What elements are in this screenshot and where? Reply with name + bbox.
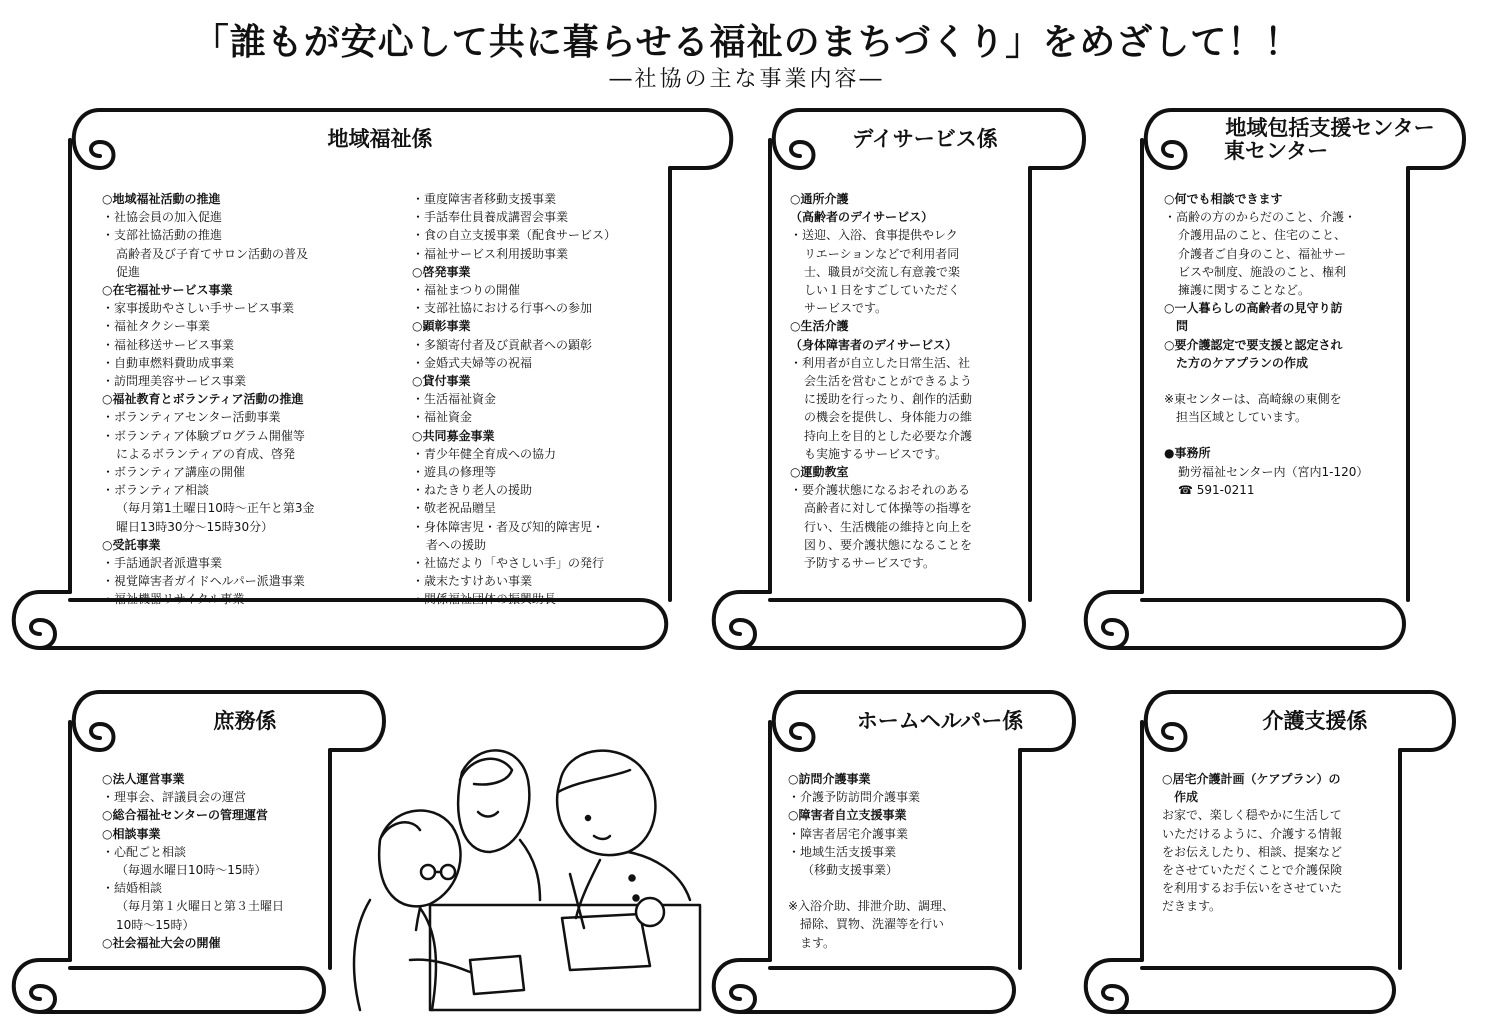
section-item-heading: ○啓発事業 (412, 264, 471, 279)
section-item-text: 促進 (116, 264, 141, 279)
section-item-text: （毎月第1土曜日10時～正午と第3金 (116, 501, 315, 516)
section-item-heading: ○運動教室 (790, 465, 849, 480)
section-item-text: 擁護に関することなど。 (1178, 283, 1311, 298)
heading-hokatsu-line2: 東センター (1224, 139, 1329, 163)
section-item-text: ・ねたきり老人の援助 (412, 483, 533, 498)
heading-hokatsu (1190, 117, 1470, 163)
section-item-text: ・支部社協における行事への参加 (412, 301, 593, 316)
heading-hokatsu-line1: 地域包括支援センター (1225, 116, 1435, 140)
section-item-text: 掃除、買物、洗濯等を行い (788, 917, 945, 932)
section-item-text: を利用するお手伝いをさせていた (1162, 881, 1343, 896)
section-item-text: 勤労福祉センター内（宮内1-120） (1178, 464, 1369, 479)
section-item-text: をさせていただくことで介護保険 (1162, 863, 1343, 878)
section-item-text: ・福祉資金 (412, 410, 473, 425)
section-item-text: 10時～15時） (116, 917, 195, 932)
section-item-text: ・生活福祉資金 (412, 392, 497, 407)
section-item-text: ・関係福祉団体の振興助長 (412, 592, 557, 607)
heading-day: デイサービス係 (852, 127, 998, 151)
heading-helper: ホームヘルパー係 (856, 709, 1024, 733)
body-helper (788, 770, 1013, 952)
section-item-text: ・障害者居宅介護事業 (788, 826, 909, 841)
section-item-heading: ○貸付事業 (412, 374, 471, 389)
section-item-text: お家で、楽しく穏やかに生活して (1162, 808, 1342, 823)
section-item-text: 予防するサービスです。 (804, 556, 936, 571)
section-item-heading: ○受託事業 (102, 537, 161, 552)
section-item-heading: ○顕彰事業 (412, 319, 471, 334)
section-item-text: ・視覚障害者ガイドヘルパー派遣事業 (102, 574, 305, 589)
section-item-text: 担当区域としています。 (1164, 410, 1308, 425)
spacer (1164, 426, 1402, 444)
section-item-text: ・敬老祝品贈呈 (412, 501, 497, 516)
section-item-heading: ○福祉教育とボランティア活動の推進 (102, 392, 304, 407)
section-item-text: ・地域生活支援事業 (788, 844, 897, 859)
section-item-text: 高齢者及び子育てサロン活動の普及 (116, 246, 309, 261)
section-item-text: によるボランティアの育成、啓発 (116, 446, 296, 461)
section-item-text: ・福祉まつりの開催 (412, 283, 521, 298)
body-shomu (102, 770, 327, 952)
section-item-heading: ○生活介護 (790, 319, 849, 334)
section-item-heading: 作成 (1162, 790, 1199, 805)
section-item-text: 曜日13時30分～15時30分） (116, 519, 274, 534)
section-item-text: ・支部社協活動の推進 (102, 228, 223, 243)
section-item-text: ・歳末たすけあい事業 (412, 574, 533, 589)
section-item-text: ・ボランティア相談 (102, 483, 210, 498)
section-item-text: ・訪問理美容サービス事業 (102, 374, 247, 389)
illustration-people (354, 750, 700, 1010)
section-item-heading: ○総合福祉センターの管理運営 (102, 808, 268, 823)
section-item-text: 者への援助 (426, 537, 487, 552)
section-item-text: ・社協会員の加入促進 (102, 210, 223, 225)
section-item-heading: ○何でも相談できます (1164, 192, 1283, 206)
section-item-text: ・福祉移送サービス事業 (102, 337, 235, 352)
section-item-heading: ○訪問介護事業 (788, 772, 871, 786)
section-item-heading: ○障害者自立支援事業 (788, 808, 907, 823)
section-item-text: 介護者ご自身のこと、福祉サー (1178, 246, 1347, 261)
page-title: 「誰もが安心して共に暮らせる福祉のまちづくり」をめざして！！ (192, 22, 1302, 63)
section-item-heading: ○一人暮らしの高齢者の見守り訪 (1164, 301, 1343, 316)
section-item-text: ・送迎、入浴、食事提供やレク (790, 228, 958, 243)
section-item-text: 図り、要介護状態になることを (804, 537, 973, 552)
section-item-text: ・金婚式夫婦等の祝福 (412, 355, 533, 370)
section-item-text: ビスや制度、施設のこと、権利 (1178, 264, 1347, 279)
body-hokatsu (1164, 190, 1402, 499)
section-item-text: サービスです。 (804, 301, 888, 316)
section-item-text: 士、職員が交流し有意義で楽 (804, 264, 961, 279)
section-item-heading: ○社会福祉大会の開催 (102, 935, 221, 950)
section-item-text: ・福祉タクシー事業 (102, 319, 211, 334)
section-item-text: ☎ 591-0211 (1178, 482, 1255, 497)
section-item-text: ・要介護状態になるおそれのある (790, 483, 971, 498)
section-item-heading: ○居宅介護計画（ケアプラン）の (1162, 772, 1341, 786)
section-item-text: ・青少年健全育成への協力 (412, 446, 557, 461)
section-item-text: ・心配ごと相談 (102, 844, 187, 859)
section-item-text: ・福祉機器リサイクル事業 (102, 592, 245, 607)
section-item-text: だきます。 (1162, 899, 1222, 914)
section-item-text: ・身体障害児・者及び知的障害児・ (412, 519, 605, 534)
section-item-text: ・遊具の修理等 (412, 465, 497, 480)
section-item-text: 高齢者に対して体操等の指導を (804, 501, 973, 516)
section-item-text: 行い、生活機能の維持と向上を (804, 519, 973, 534)
section-item-heading: ○法人運営事業 (102, 772, 185, 786)
section-item-heading: ○共同募金事業 (412, 428, 495, 443)
section-item-text: ・社協だより「やさしい手」の発行 (412, 556, 605, 571)
body-chiiki-col2 (412, 190, 662, 609)
section-item-text: ・ボランティア講座の開催 (102, 465, 246, 480)
section-item-text: ・ボランティア体験プログラム開催等 (102, 428, 305, 443)
page-subtitle: ―社協の主な事業内容― (609, 67, 885, 92)
section-item-heading: ○通所介護 (790, 192, 849, 206)
section-item-text: （毎週水曜日10時～15時） (116, 863, 267, 878)
section-item-text: ・食の自立支援事業（配食サービス） (412, 228, 617, 243)
section-item-text: ※入浴介助、排泄介助、調理、 (788, 899, 955, 914)
section-item-text: ます。 (788, 935, 836, 950)
section-item-text: の機会を提供し、身体能力の維 (804, 410, 973, 425)
body-day (790, 190, 1025, 572)
heading-kaigo: 介護支援係 (1262, 709, 1368, 733)
section-item-text: ・手話奉仕員養成講習会事業 (412, 210, 569, 225)
section-item-text: ・手話通訳者派遣事業 (102, 556, 223, 571)
section-item-text: に援助を行ったり、創作的活動 (804, 392, 973, 407)
body-chiiki-col1 (102, 190, 402, 609)
section-item-text: 介護用品のこと、住宅のこと、 (1178, 228, 1347, 243)
section-item-heading: ○相談事業 (102, 826, 161, 841)
section-item-heading: ○要介護認定で要支援と認定され (1164, 337, 1343, 352)
section-item-heading: ○在宅福祉サービス事業 (102, 283, 233, 298)
section-item-text: ・多額寄付者及び貢献者への顕彰 (412, 337, 593, 352)
heading-shomu: 庶務係 (213, 709, 277, 733)
section-item-text: ・利用者が自立した日常生活、社 (790, 355, 971, 370)
section-item-text: ・福祉サービス利用援助事業 (412, 246, 569, 261)
section-item-text: 持向上を目的とした必要な介護 (804, 428, 973, 443)
section-item-heading: （高齢者のデイサービス） (790, 210, 934, 225)
body-kaigo (1162, 770, 1397, 916)
section-item-heading: ○地域福祉活動の推進 (102, 192, 221, 206)
section-item-text: （移動支援事業） (802, 863, 899, 878)
section-item-heading: ●事務所 (1164, 446, 1211, 461)
section-item-text: いただけるように、介護する情報 (1162, 826, 1343, 841)
section-item-text: も実施するサービスです。 (804, 446, 948, 461)
section-item-text: （毎月第１火曜日と第３土曜日 (116, 899, 285, 914)
section-item-text: ※東センターは、高崎線の東側を (1164, 392, 1342, 407)
section-item-text: ・ボランティアセンター活動事業 (102, 410, 281, 425)
section-item-text: ・高齢の方のからだのこと、介護・ (1164, 210, 1357, 225)
section-item-text: ・自動車燃料費助成事業 (102, 355, 235, 370)
spacer (788, 879, 1013, 897)
section-item-heading: 問 (1164, 319, 1189, 334)
section-item-text: ・家事援助やさしい手サービス事業 (102, 301, 295, 316)
section-item-text: ・重度障害者移動支援事業 (412, 192, 557, 206)
spacer (1164, 372, 1402, 390)
section-item-text: 会生活を営むことができるよう (804, 374, 973, 389)
section-item-text: ・理事会、評議員会の運営 (102, 790, 247, 805)
heading-chiiki: 地域福祉係 (327, 127, 433, 151)
section-item-text: をお伝えしたり、相談、提案など (1162, 844, 1343, 859)
section-item-text: ・結婚相談 (102, 881, 163, 896)
section-item-text: ・介護予防訪問介護事業 (788, 790, 921, 805)
section-item-text: リエーションなどで利用者同 (804, 246, 960, 261)
section-item-heading: た方のケアプランの作成 (1164, 355, 1309, 370)
section-item-heading: （身体障害者のデイサービス） (790, 337, 958, 352)
section-item-text: しい１日をすごしていただく (804, 283, 961, 298)
